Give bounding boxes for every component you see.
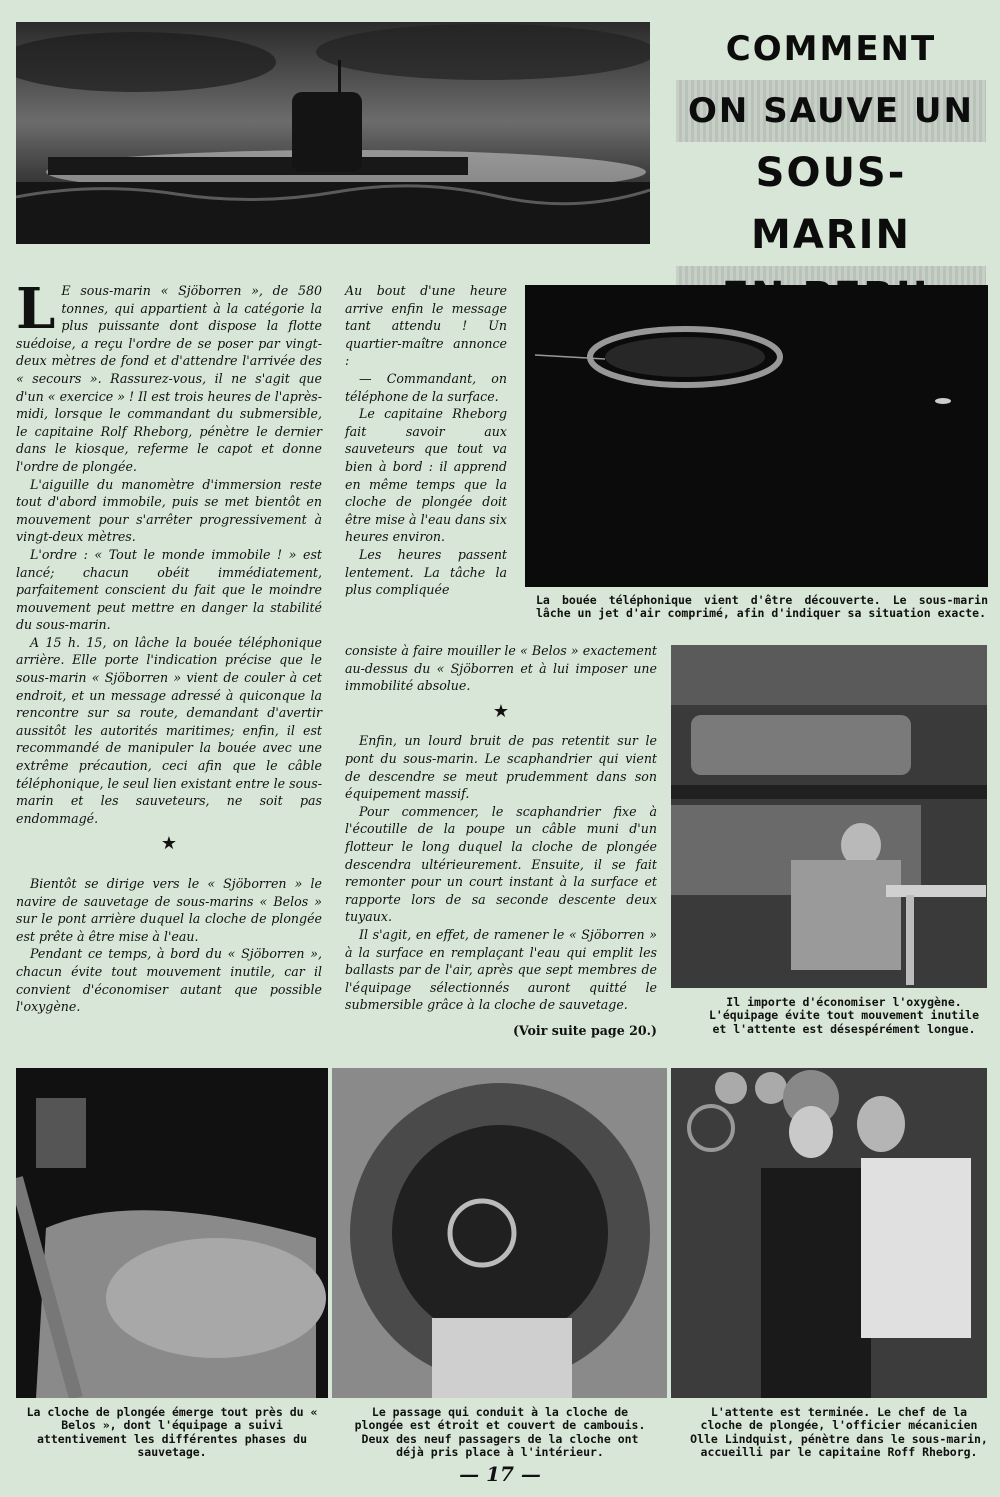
headline-line-3: SOUS-MARIN (751, 150, 911, 258)
article-column-1 (16, 276, 322, 1016)
paragraph: Pour commencer, le scaphandrier fixe à l'écoutille de la poupe un câble muni d'un flotteur le long duquel la cloche de plongée descendra ultérieurement. Ensuite, il se fait remonter pour un court instant à la surface et rapporte lors de sa seconde descente deux tuyaux. (345, 803, 657, 925)
headline-line-2: ON SAUVE UN (676, 80, 986, 142)
article-column-2-narrow (345, 282, 507, 599)
paragraph: Bientôt se dirige vers le « Sjöborren » le navire de sauvetage de sous-marins « Belos » sur le pont arrière duquel la cloche de plongée est prête à être mise à l'eau. (16, 876, 322, 944)
paragraph: consiste à faire mouiller le « Belos » exactement au-dessus du « Sjöborren et à lui imposer une immobilité absolue. (345, 643, 657, 694)
paragraph: L'aiguille du manomètre d'immersion reste tout d'abord immobile, puis se met bientôt en mouvement pour s'arrêter progressivement à vingt-deux mètres. (16, 476, 322, 545)
continued-note: (Voir suite page 20.) (512, 1022, 657, 1038)
star-separator: ★ (492, 700, 510, 722)
article-column-2 (345, 642, 657, 1039)
paragraph: Enfin, un lourd bruit de pas retentit sur le pont du sous-marin. Le scaphandrier qui vient de descendre se meut prudemment dans son équipement massif. (345, 733, 657, 802)
caption-buoy: La bouée téléphonique vient d'être découverte. Le sous-marin lâche un jet d'air comprimé, afin d'indiquer sa situation exacte. (536, 593, 988, 621)
diving-bell-photo (16, 1068, 328, 1398)
paragraph: A 15 h. 15, on lâche la bouée téléphonique arrière. Elle porte l'indication précise que le sous-marin « Sjöborren » vient de couler à cet endroit, et un message adressé à quiconque la rencontre sur sa route, demandant d'avertir aussitôt les autorités maritimes; enfin, il est recommandé de manipuler la bouée avec une extrême précaution, ceci afin que le câble téléphonique, le seul lien existant entre le sous-marin et les sauveteurs, ne soit pas endommagé. (16, 634, 322, 826)
crew-photo (671, 645, 987, 988)
caption-diving-bell: La cloche de plongée émerge tout près du « Belos », dont l'équipage a suivi attentivement les différentes phases du sauvetage. (26, 1405, 318, 1460)
paragraph: Il s'agit, en effet, de ramener le « Sjöborren » à la surface en remplaçant l'eau qui emplit les ballasts par de l'air, après que sept membres de l'équipage sélectionnés auront quitté le submersible grâce à la cloche de sauvetage. (345, 926, 657, 1013)
buoy-photo (525, 285, 988, 587)
paragraph: L'ordre : « Tout le monde immobile ! » est lancé; chacun obéit immédiatement, parfaitement conscient du fait que le moindre mouvement peut mettre en danger la stabilité du sous-marin. (16, 546, 322, 633)
submarine-photo (16, 22, 650, 244)
paragraph: Pendant ce temps, à bord du « Sjöborren », chacun évite tout mouvement inutile, car il convient d'économiser autant que possible l'oxygène. (16, 946, 322, 1015)
paragraph: Les heures passent lentement. La tâche la plus compliquée (345, 546, 507, 598)
paragraph: — Commandant, on téléphone de la surface. (345, 370, 507, 404)
caption-crew: Il importe d'économiser l'oxygène. L'équipage évite tout mouvement inutile et l'attente est désespérément longue. (708, 995, 980, 1036)
headline (676, 18, 986, 328)
paragraph: L E sous-marin « Sjöborren », de 580 tonnes, qui appartient à la catégorie la plus puissante dont dispose la flotte suédoise, a reçu l'ordre de se poser par vingt-deux mètres de fond et d'attendre l'arrivée des « secours ». Rassurez-vous, il ne s'agit que d'un « exercice » ! Il est trois heures de l'après-midi, lorsque le commandant du submersible, le capitaine Rolf Rheborg, pénètre le dernier dans le kiosque, referme le capot et donne l'ordre de plongée. (16, 276, 322, 474)
paragraph: Le capitaine Rheborg fait savoir aux sauveteurs que tout va bien à bord : il apprend en même temps que la cloche de plongée doit être mise à l'eau dans six heures environ. (345, 406, 507, 545)
dropcap: L (16, 276, 56, 342)
captain-photo (671, 1068, 987, 1398)
paragraph: Au bout d'une heure arrive enfin le message tant attendu ! Un quartier-maître annonce : (345, 283, 507, 369)
caption-captain: L'attente est terminée. Le chef de la cloche de plongée, l'officier mécanicien Olle Lindquist, pénètre dans le sous-marin, accueilli par le capitaine Roff Rheborg. (690, 1405, 988, 1460)
headline-line-1: COMMENT (725, 29, 937, 69)
star-separator: ★ (160, 833, 178, 855)
passage-photo (332, 1068, 667, 1398)
caption-passage: Le passage qui conduit à la cloche de plongée est étroit et couvert de cambouis. Deux des neuf passagers de la cloche ont déjà pris place à l'intérieur. (354, 1405, 646, 1460)
page-number: — 17 — (459, 1462, 541, 1486)
